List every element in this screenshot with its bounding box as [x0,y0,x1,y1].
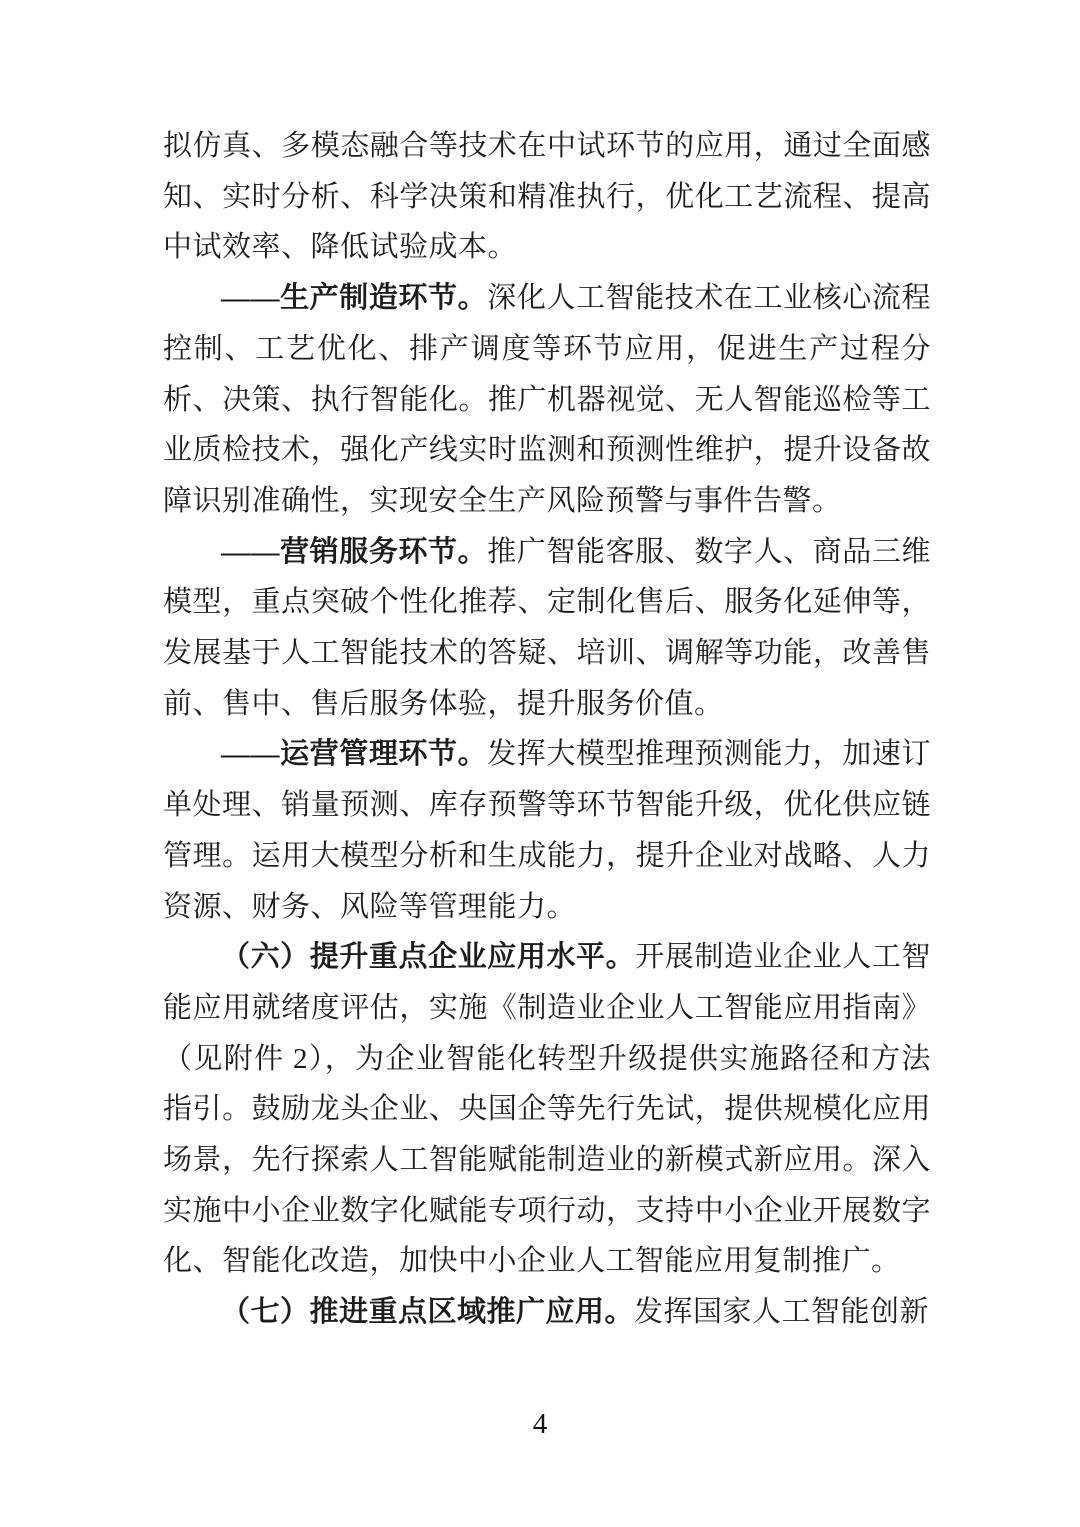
paragraph-lead: （六）提升重点企业应用水平。 [221,941,636,974]
paragraph-lead: ——运营管理环节。 [221,738,488,771]
paragraph-body: 发挥大模型推理预测能力，加速订单处理、销量预测、库存预警等环节智能升级，优化供应链管理。运用大模型分析和生成能力，提升企业对战略、人力资源、财务、风险等管理能力。 [163,738,931,923]
paragraph-body: 发挥国家人工智能创新 [634,1296,930,1329]
paragraph-body: 开展制造业企业人工智能应用就绪度评估，实施《制造业企业人工智能应用指南》（见附件 2），为企业智能化转型升级提供实施路径和方法指引。鼓励龙头企业、央国企等先行先试，提供规模化应用场景，先行探索人工智能赋能制造业的新模式新应用。深入实施中小企业数字化赋能专项行动，支持中小企业开展数字化、智能化改造，加快中小企业人工智能应用复制推广。 [163,941,931,1278]
paragraph-body: 深化人工智能技术在工业核心流程控制、工艺优化、排产调度等环节应用，促进生产过程分析、决策、执行智能化。推广机器视觉、无人智能巡检等工业质检技术，强化产线实时监测和预测性维护，提升设备故障识别准确性，实现安全生产风险预警与事件告警。 [163,282,931,517]
paragraph-lead: （七）推进重点区域推广应用。 [221,1296,635,1329]
document-page [163,121,931,1338]
paragraph-body: 拟仿真、多模态融合等技术在中试环节的应用，通过全面感知、实时分析、科学决策和精准执行，优化工艺流程、提高中试效率、降低试验成本。 [163,130,931,264]
page-number: 4 [532,1408,548,1440]
paragraph [163,121,931,273]
paragraph-body: 推广智能客服、数字人、商品三维模型，重点突破个性化推荐、定制化售后、服务化延伸等，发展基于人工智能技术的答疑、培训、调解等功能，改善售前、售中、售后服务体验，提升服务价值。 [163,535,931,720]
paragraph [163,729,931,932]
paragraph [163,1287,931,1338]
paragraph [163,932,931,1287]
paragraph [163,273,931,527]
paragraph [163,527,931,730]
paragraph-lead: ——生产制造环节。 [221,282,488,315]
paragraph-lead: ——营销服务环节。 [221,535,488,568]
